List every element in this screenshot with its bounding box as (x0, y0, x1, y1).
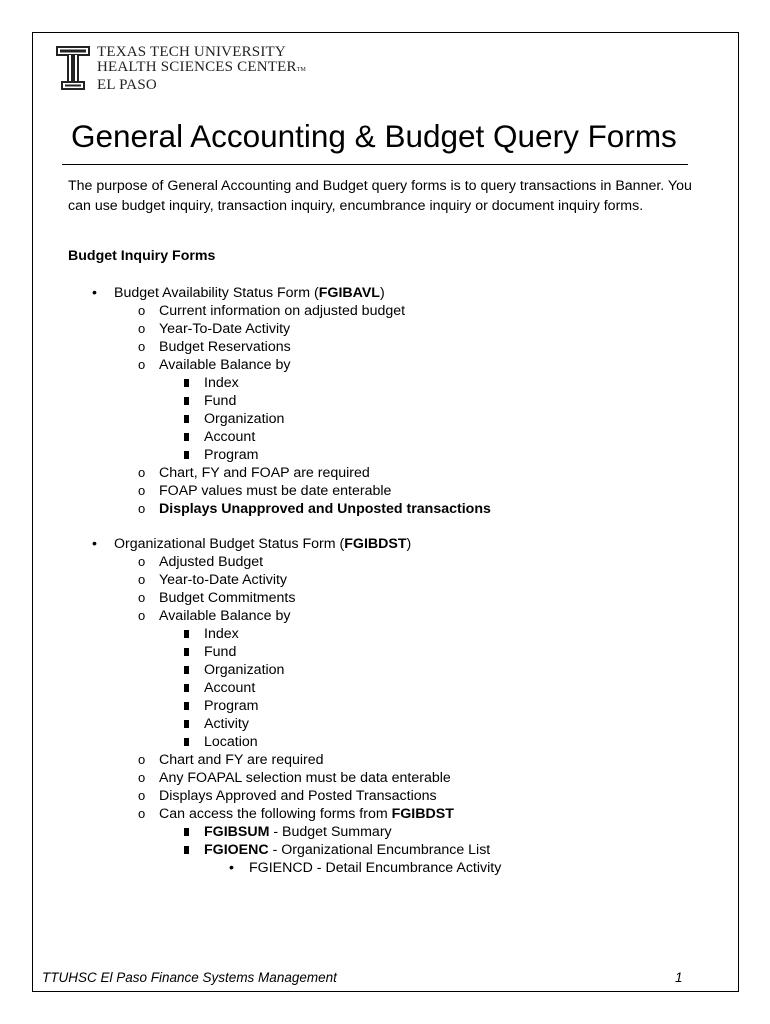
section-heading: Budget Inquiry Forms (68, 248, 216, 264)
bullet-icon: • (92, 536, 97, 552)
list-item: Chart and FY are required (159, 752, 324, 768)
list-item: Chart, FY and FOAP are required (159, 465, 370, 481)
logo-wordmark (97, 45, 306, 93)
list-item-access: Can access the following forms from FGIBDST (159, 806, 454, 822)
list-item-bold: Displays Unapproved and Unposted transactions (159, 501, 491, 517)
university-logo (55, 44, 307, 93)
list-item: Fund (204, 393, 237, 409)
list-item: Any FOAPAL selection must be data enterable (159, 770, 451, 786)
list-item: Budget Commitments (159, 590, 296, 606)
intro-block (68, 176, 698, 216)
list-item: Displays Approved and Posted Transactions (159, 788, 437, 804)
list-item: Adjusted Budget (159, 554, 264, 570)
list-item: Available Balance by (159, 357, 291, 373)
circle-bullet-icon: o (138, 572, 146, 587)
list-item: Year-to-Date Activity (159, 572, 288, 588)
list-item: Activity (204, 716, 249, 732)
list-item: Account (204, 680, 256, 696)
logo-line-2: HEALTH SCIENCES CENTER (97, 59, 297, 75)
list-item: FGIBSUM - Budget Summary (204, 824, 392, 840)
form1-heading: Budget Availability Status Form (FGIBAVL) (114, 285, 385, 301)
list-item: Current information on adjusted budget (159, 303, 406, 319)
list-item: Fund (204, 644, 237, 660)
list-item: FGIENCD - Detail Encumbrance Activity (249, 860, 502, 876)
list-item: FGIOENC - Organizational Encumbrance List (204, 842, 491, 858)
list-item: Program (204, 447, 259, 463)
circle-bullet-icon: o (138, 806, 146, 821)
circle-bullet-icon: o (138, 483, 146, 498)
title-rule (62, 164, 688, 165)
circle-bullet-icon: o (138, 590, 146, 605)
list-item: Program (204, 698, 259, 714)
logo-line-3: EL PASO (97, 77, 157, 93)
list-item: Year-To-Date Activity (159, 321, 291, 337)
list-item: Index (204, 626, 239, 642)
logo-line-1: TEXAS TECH UNIVERSITY (97, 44, 286, 60)
circle-bullet-icon: o (138, 752, 146, 767)
circle-bullet-icon: o (138, 465, 146, 480)
list-item: Available Balance by (159, 608, 291, 624)
list-item: Account (204, 429, 256, 445)
logo-trademark: TM (296, 67, 307, 73)
circle-bullet-icon: o (138, 554, 146, 569)
list-item: Organization (204, 411, 285, 427)
footer-text: TTUHSC El Paso Finance Systems Management (42, 970, 337, 985)
circle-bullet-icon: o (138, 501, 146, 516)
circle-bullet-icon: o (138, 303, 146, 318)
circle-bullet-icon: o (138, 357, 146, 372)
page-title: General Accounting & Budget Query Forms (71, 118, 677, 154)
page-number: 1 (675, 970, 683, 985)
bullet-icon: • (92, 285, 97, 301)
circle-bullet-icon: o (138, 339, 146, 354)
list-item: Index (204, 375, 239, 391)
list-item: Organization (204, 662, 285, 678)
circle-bullet-icon: o (138, 770, 146, 785)
bullet-icon: • (229, 860, 234, 876)
intro-paragraph: The purpose of General Accounting and Budget query forms is to query transactions in Banner. You can use budget inquiry, transaction inquiry, encumbrance inquiry or document inquiry forms. (68, 178, 692, 214)
double-t-logo-icon (55, 45, 91, 91)
list-item: Location (204, 734, 258, 750)
circle-bullet-icon: o (138, 608, 146, 623)
circle-bullet-icon: o (138, 788, 146, 803)
circle-bullet-icon: o (138, 321, 146, 336)
form2-heading: Organizational Budget Status Form (FGIBDST) (114, 536, 412, 552)
list-item: FOAP values must be date enterable (159, 483, 392, 499)
list-item: Budget Reservations (159, 339, 291, 355)
